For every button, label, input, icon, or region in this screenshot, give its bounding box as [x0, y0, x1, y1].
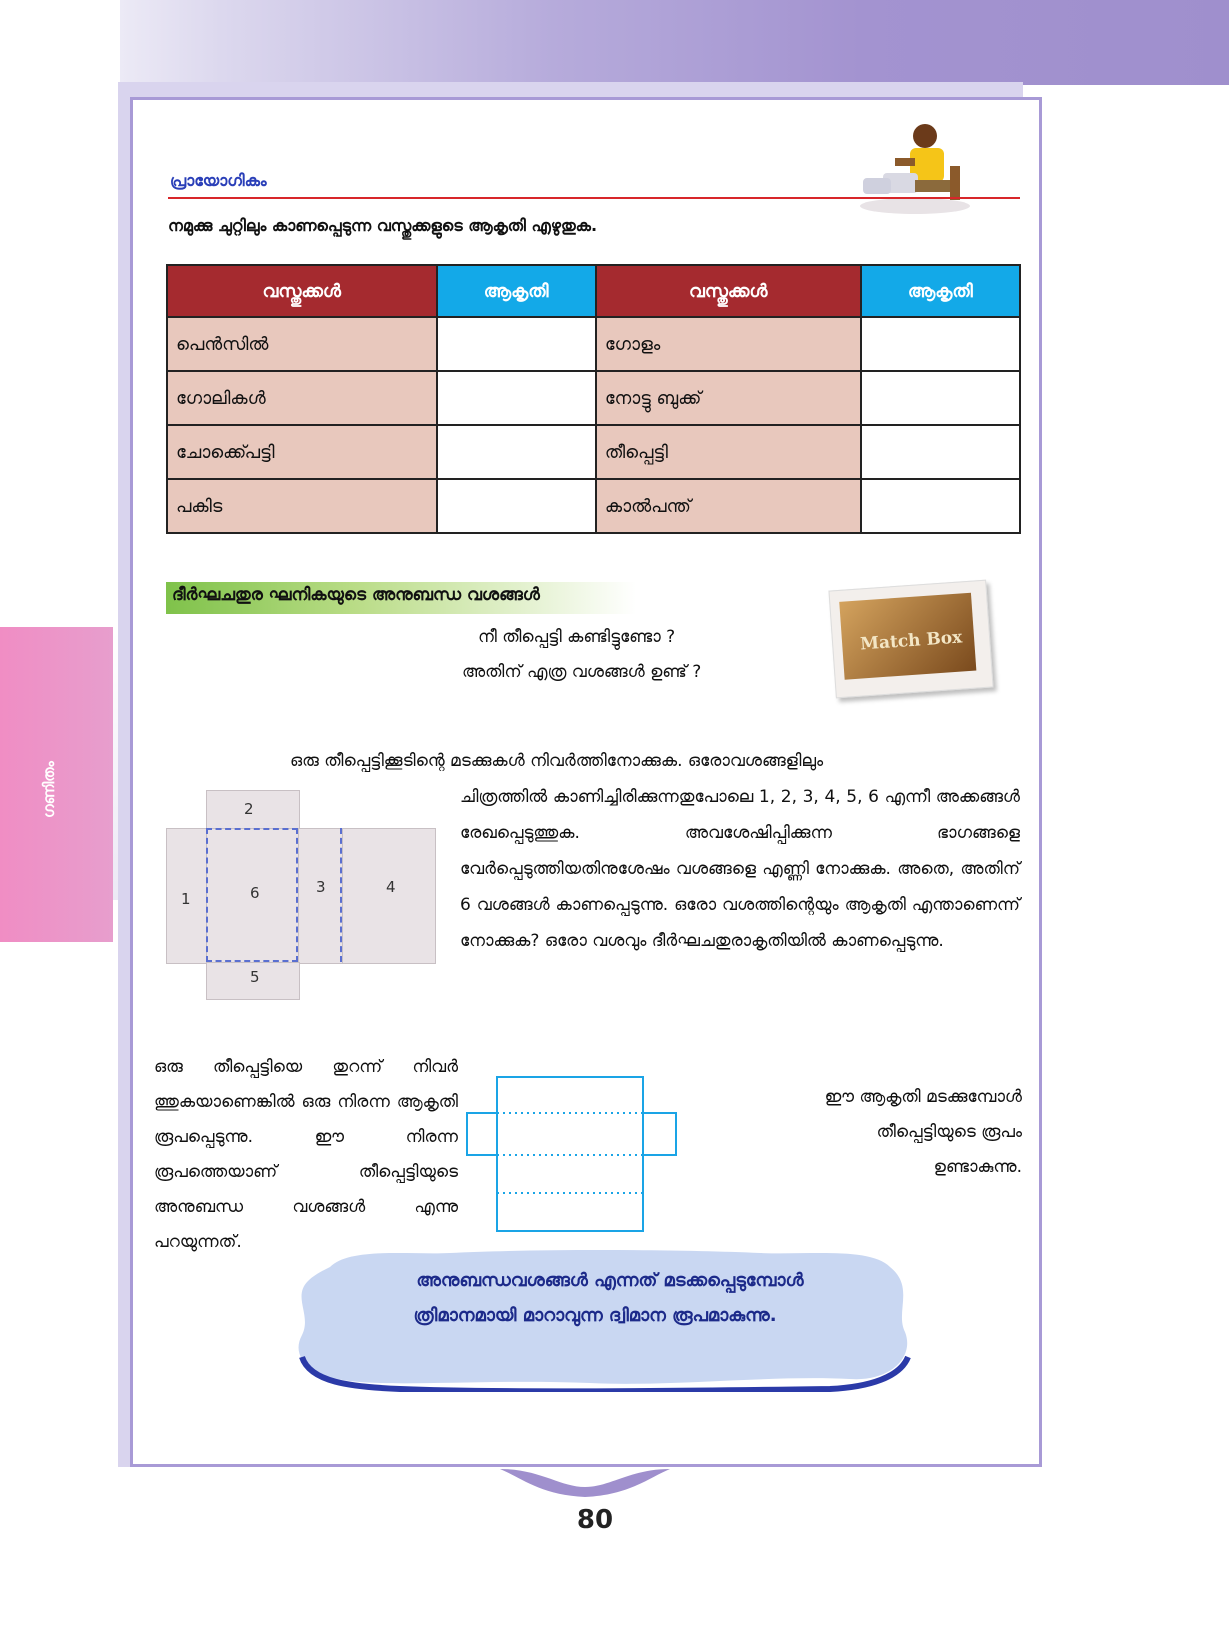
matchbox-label: Match Box	[859, 627, 963, 655]
shape-answer-cell[interactable]	[861, 479, 1020, 533]
definition-line-1: അനുബന്ധവശങ്ങൾ എന്നത് മടക്കപ്പെടുമ്പോൾ	[416, 1270, 804, 1291]
object-cell: നോട്ടു ബുക്ക്	[596, 371, 861, 425]
question-line-1: നീ തീപ്പെട്ടി കണ്ടിട്ടുണ്ടോ ?	[478, 627, 676, 647]
shape-answer-cell[interactable]	[861, 317, 1020, 371]
paragraph-3-line-2: തീപ്പെട്ടിയുടെ രൂപം	[876, 1122, 1022, 1142]
paragraph-1-body: ചിത്രത്തിൽ കാണിച്ചിരിക്കുന്നതുപോലെ 1, 2, 3, 4, 5, 6 എന്നീ അക്കങ്ങൾ രേഖപ്പെടുത്തുക. അവശേഷിപ്പിക്കുന്ന ഭാഗങ്ങളെ വേർപ്പെടുത്തിയതിനുശേഷം വശങ്ങളെ എണ്ണി നോക്കുക. അതെ, അതിന് 6 വശങ്ങൾ കാണപ്പെടുന്നു. ഒരോ വശത്തിന്റെയും ആകൃതി എന്താണെന്ന് നോക്കുക? ഒരോ വശവും ദീർഘചതുരാകൃതിയിൽ കാണപ്പെടുന്നു.	[460, 787, 1020, 951]
net-label-6: 6	[250, 884, 260, 902]
header-shape-1: ആകൃതി	[437, 265, 596, 317]
shape-answer-cell[interactable]	[437, 425, 596, 479]
object-cell: തീപ്പെട്ടി	[596, 425, 861, 479]
net-label-2: 2	[244, 800, 254, 818]
sub-heading-title: ദീർഘചതുര ഘനികയുടെ അനുബന്ധ വശങ്ങൾ	[172, 585, 540, 605]
page-number: 80	[576, 1505, 614, 1535]
table-row	[167, 371, 1020, 425]
paragraph-1-first-line: ഒരു തീപ്പെട്ടിക്കൂടിന്റെ മടക്കുകൾ നിവർത്തിനോക്കുക. ഒരോവശങ്ങളിലും	[290, 751, 824, 771]
shape-answer-cell[interactable]	[861, 425, 1020, 479]
header-objects-2: വസ്തുക്കൾ	[596, 265, 861, 317]
shape-answer-cell[interactable]	[437, 317, 596, 371]
object-cell: പെൻസിൽ	[167, 317, 437, 371]
net-fold-line	[340, 828, 342, 962]
shape-answer-cell[interactable]	[437, 371, 596, 425]
net-face-4	[342, 828, 436, 964]
table-row	[167, 317, 1020, 371]
table-row	[167, 479, 1020, 533]
shape-answer-cell[interactable]	[437, 479, 596, 533]
activity-instruction: നമുക്കു ചുറ്റിലും കാണപ്പെടുന്ന വസ്തുക്കളുടെ ആകൃതി എഴുതുക.	[168, 216, 598, 235]
net-outline-diagram	[465, 1075, 678, 1233]
paragraph-3-line-1: ഈ ആകൃതി മടക്കുമ്പോൾ	[824, 1087, 1022, 1107]
paragraph-2: ഒരു തീപ്പെട്ടിയെ തുറന്ന് നിവർ ത്തുകയാണെങ്കിൽ ഒരു നിരന്ന ആകൃതി രൂപപ്പെടുന്നു. ഈ നിരന്ന രൂപത്തെയാണ് തീപ്പെട്ടിയുടെ അനുബന്ധ വശങ്ങൾ എന്നു പറയുന്നത്.	[154, 1057, 458, 1252]
object-cell: കാൽപന്ത്	[596, 479, 861, 533]
header-shape-2: ആകൃതി	[861, 265, 1020, 317]
net-face-3	[298, 828, 344, 964]
objects-shape-table	[166, 264, 1021, 534]
net-label-3: 3	[316, 878, 326, 896]
matchbox-net-image	[166, 788, 434, 1000]
paragraph-3	[760, 1080, 1022, 1185]
object-cell: ഗോളം	[596, 317, 861, 371]
shape-answer-cell[interactable]	[861, 371, 1020, 425]
definition-line-2: ത്രിമാനമായി മാറാവുന്ന ദ്വിമാന രൂപമാകുന്നു.	[413, 1305, 777, 1326]
header-objects-1: വസ്തുക്കൾ	[167, 265, 437, 317]
object-cell: ചോക്ക്പെട്ടി	[167, 425, 437, 479]
table-row	[167, 425, 1020, 479]
chapter-side-tab-label: ഗണിതം	[40, 761, 58, 819]
top-decorative-band	[0, 0, 1229, 85]
object-cell: പകിട	[167, 479, 437, 533]
paragraph-3-line-3: ഉണ്ടാകുന്നു.	[933, 1157, 1022, 1177]
table-header-row	[167, 265, 1020, 317]
matchbox-image	[828, 580, 993, 699]
question-line-2: അതിന് എത്ര വശങ്ങൾ ഉണ്ട് ?	[462, 662, 702, 682]
net-label-5: 5	[250, 968, 260, 986]
net-label-1: 1	[181, 890, 191, 908]
net-label-4: 4	[386, 878, 396, 896]
boy-illustration	[855, 118, 975, 218]
object-cell: ഗോലികൾ	[167, 371, 437, 425]
section-label: പ്രായോഗികം	[170, 171, 267, 190]
section-divider	[168, 197, 1020, 199]
page-number-tab	[500, 1467, 670, 1507]
